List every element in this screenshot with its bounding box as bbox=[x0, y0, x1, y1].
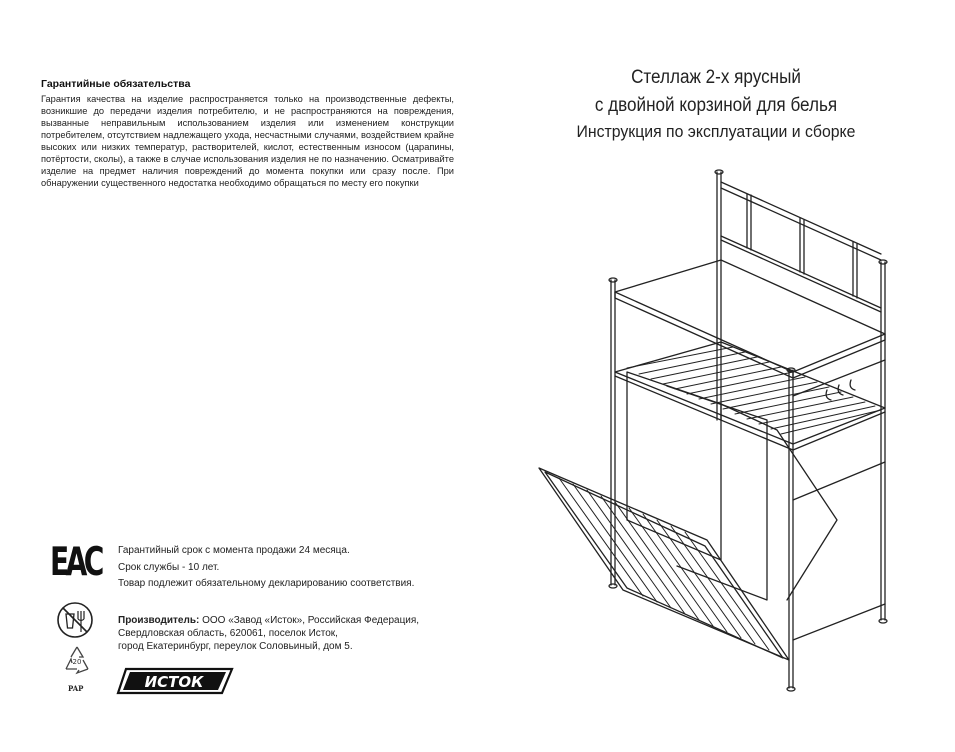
not-for-food-icon bbox=[55, 600, 95, 640]
manufacturer-line3: город Екатеринбург, переулок Соловьиный, дом 5. bbox=[118, 641, 353, 652]
certification-info bbox=[118, 543, 414, 593]
service-life: Срок службы - 10 лет. bbox=[118, 561, 220, 573]
title-line-1: Стеллаж 2-х ярусный bbox=[631, 67, 801, 88]
right-page bbox=[477, 0, 955, 752]
shelf-drawing bbox=[477, 0, 955, 752]
eac-mark: EAC bbox=[50, 540, 101, 585]
logo-text: ИСТОК bbox=[144, 673, 204, 691]
title-line-2: с двойной корзиной для белья bbox=[594, 95, 838, 116]
manufacturer-info bbox=[118, 614, 463, 653]
istok-logo bbox=[116, 667, 234, 695]
declaration-note: Товар подлежит обязательному декларированию соответствия. bbox=[118, 578, 415, 589]
warranty-period: Гарантийный срок с момента продажи 24 месяца. bbox=[118, 545, 350, 556]
manufacturer-line2: Свердловская область, 620061, поселок Исток, bbox=[118, 628, 338, 639]
warranty-heading: Гарантийные обязательства bbox=[41, 78, 191, 90]
left-page bbox=[0, 0, 477, 752]
recycle-number: 20 bbox=[72, 658, 82, 666]
subtitle: Инструкция по эксплуатации и сборке bbox=[576, 122, 856, 141]
manufacturer-line1: ООО «Завод «Исток», Российская Федерация, bbox=[199, 615, 420, 626]
recycle-icon bbox=[60, 643, 94, 677]
warranty-text: Гарантия качества на изделие распространяется только на производственные дефекты, возникшие до передачи изделия потребителю, и не распространяются на повреждения, вызванные неправильным использованием изделия или изменением конструкции потребителем, отсутствием надлежащего ухода, несчастными случаями, воздействием крайне высоких или низких температур, растворителей, кислот, естественным износом (царапины, потёртости, сколы), а также в случае использования изделия не по назначению. Осматривайте изделие на предмет наличия повреждений до момента покупки или сразу после. При обнаружении существенного недостатка необходимо обращаться по месту его покупки bbox=[41, 94, 454, 188]
recycle-code: PAP bbox=[68, 684, 84, 693]
manufacturer-label: Производитель: bbox=[118, 615, 200, 626]
